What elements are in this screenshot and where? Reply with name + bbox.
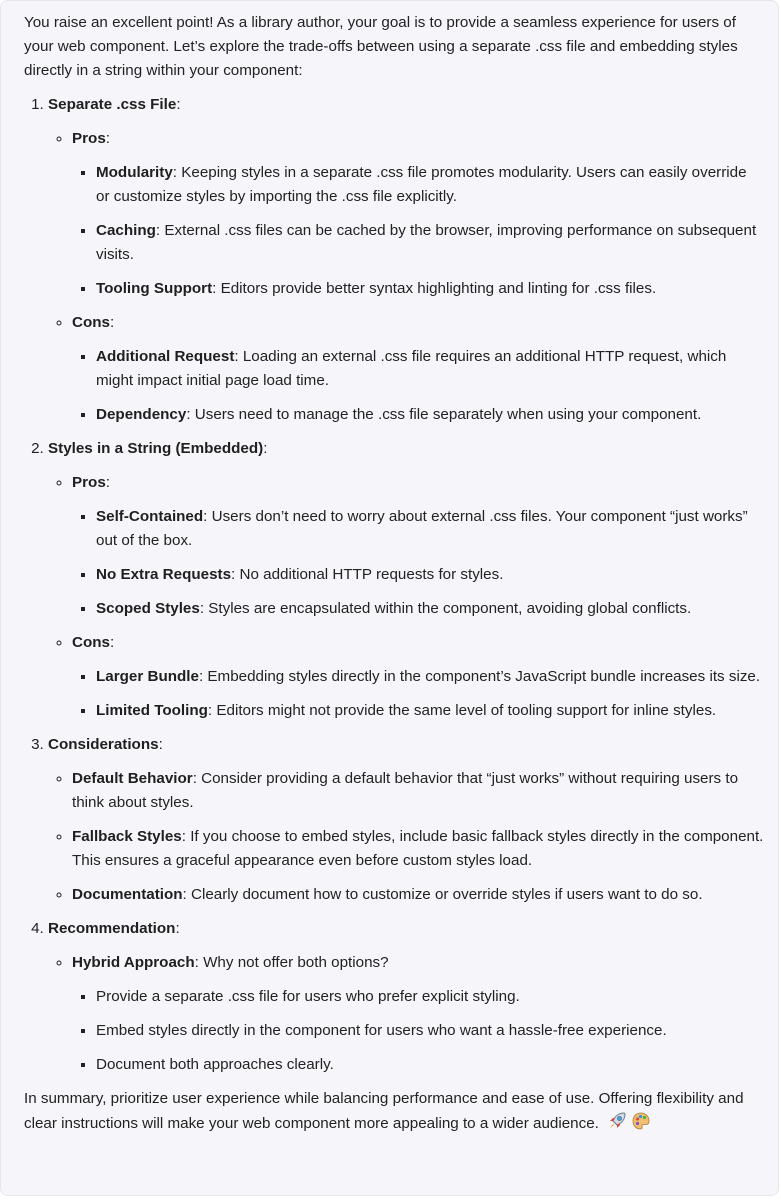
list-item: ▪ Limited Tooling: Editors might not provide the same level of tooling support for inline styles.: [96, 699, 764, 723]
section-title: Styles in a String (Embedded): [48, 440, 264, 457]
list-item: ▪ Provide a separate .css file for users who prefer explicit styling.: [96, 985, 764, 1009]
cons-label: Cons: [72, 634, 110, 651]
main-list: [24, 93, 764, 1077]
section-separate-css: 1. Separate .css File: ◦ Pros: ▪ Modularity: Keeping styles in a separate .css file promotes modularity. Users can easily override or customize styles by importing the .css file explicitly. ▪ Caching: External .css files can be cached by the browser, improving performance on subsequent visits. ▪ Tooling Support: Editors provide better syntax highlighting and linting for .css files. ◦ Cons: ▪ Additional Request: Loading an external .css file requires an additional HTTP request, which might impact initial page load time. ▪ Dependency: Users need to manage the .css file separately when using your component.: [48, 93, 764, 427]
list-item: ▪ Document both approaches clearly.: [96, 1053, 764, 1077]
cons-group: ◦ Cons: ▪ Additional Request: Loading an external .css file requires an additional HTTP request, which might impact initial page load time. ▪ Dependency: Users need to manage the .css file separately when using your component.: [72, 311, 764, 427]
list-item: ▪ Scoped Styles: Styles are encapsulated within the component, avoiding global conflicts.: [96, 597, 764, 621]
list-item: ▪ Larger Bundle: Embedding styles directly in the component’s JavaScript bundle increases its size.: [96, 665, 764, 689]
list-item: ◦ Default Behavior: Consider providing a default behavior that “just works” without requiring users to think about styles.: [72, 767, 764, 815]
cons-label: Cons: [72, 314, 110, 331]
rocket-icon: [607, 1111, 627, 1136]
list-item: ▪ Tooling Support: Editors provide better syntax highlighting and linting for .css files.: [96, 277, 764, 301]
list-item: ▪ Additional Request: Loading an external .css file requires an additional HTTP request, which might impact initial page load time.: [96, 345, 764, 393]
section-title: Considerations: [48, 736, 159, 753]
section-title: Recommendation: [48, 920, 176, 937]
pros-group: ◦ Pros: ▪ Modularity: Keeping styles in a separate .css file promotes modularity. Users can easily override or customize styles by importing the .css file explicitly. ▪ Caching: External .css files can be cached by the browser, improving performance on subsequent visits. ▪ Tooling Support: Editors provide better syntax highlighting and linting for .css files.: [72, 127, 764, 301]
list-item: ▪ Caching: External .css files can be cached by the browser, improving performance on subsequent visits.: [96, 219, 764, 267]
section-considerations: 3. Considerations: ◦ Default Behavior: Consider providing a default behavior that “just works” without requiring users to think about styles. ◦ Fallback Styles: If you choose to embed styles, include basic fallback styles directly in the component. This ensures a graceful appearance even before custom styles load. ◦ Documentation: Clearly document how to customize or override styles if users want to do so.: [48, 733, 764, 907]
message-content: [24, 11, 764, 1136]
list-item: ▪ No Extra Requests: No additional HTTP requests for styles.: [96, 563, 764, 587]
list-item: ▪ Self-Contained: Users don’t need to worry about external .css files. Your component “just works” out of the box.: [96, 505, 764, 553]
list-item: ▪ Dependency: Users need to manage the .css file separately when using your component.: [96, 403, 764, 427]
list-item: ▪ Modularity: Keeping styles in a separate .css file promotes modularity. Users can easily override or customize styles by importing the .css file explicitly.: [96, 161, 764, 209]
pros-group: ◦ Pros: ▪ Self-Contained: Users don’t need to worry about external .css files. Your component “just works” out of the box. ▪ No Extra Requests: No additional HTTP requests for styles. ▪ Scoped Styles: Styles are encapsulated within the component, avoiding global conflicts.: [72, 471, 764, 621]
intro-paragraph: You raise an excellent point! As a library author, your goal is to provide a seamless experience for users of your web component. Let’s explore the trade-offs between using a separate .css file and embedding styles directly in a string within your component:: [24, 14, 738, 79]
list-item: ◦ Documentation: Clearly document how to customize or override styles if users want to do so.: [72, 883, 764, 907]
section-recommendation: 4. Recommendation: ◦ Hybrid Approach: Why not offer both options? ▪ Provide a separate .css file for users who prefer explicit styling. ▪ Embed styles directly in the component for users who want a hassle-free experience. ▪ Document both approaches clearly.: [48, 917, 764, 1077]
pros-label: Pros: [72, 130, 106, 147]
artist-palette-icon: [631, 1111, 651, 1136]
cons-group: ◦ Cons: ▪ Larger Bundle: Embedding styles directly in the component’s JavaScript bundle increases its size. ▪ Limited Tooling: Editors might not provide the same level of tooling support for inline styles.: [72, 631, 764, 723]
section-embedded-styles: 2. Styles in a String (Embedded): ◦ Pros: ▪ Self-Contained: Users don’t need to worry about external .css files. Your component “just works” out of the box. ▪ No Extra Requests: No additional HTTP requests for styles. ▪ Scoped Styles: Styles are encapsulated within the component, avoiding global conflicts. ◦ Cons: ▪ Larger Bundle: Embedding styles directly in the component’s JavaScript bundle increases its size. ▪ Limited Tooling: Editors might not provide the same level of tooling support for inline styles.: [48, 437, 764, 723]
pros-label: Pros: [72, 474, 106, 491]
section-title: Separate .css File: [48, 96, 177, 113]
summary-paragraph: In summary, prioritize user experience while balancing performance and ease of use. Offering flexibility and clear instructions will make your web component more appealing to a wider audience.: [24, 1087, 764, 1136]
list-item: ◦ Fallback Styles: If you choose to embed styles, include basic fallback styles directly in the component. This ensures a graceful appearance even before custom styles load.: [72, 825, 764, 873]
list-item: ▪ Embed styles directly in the component for users who want a hassle-free experience.: [96, 1019, 764, 1043]
hybrid-approach-item: ◦ Hybrid Approach: Why not offer both options? ▪ Provide a separate .css file for users who prefer explicit styling. ▪ Embed styles directly in the component for users who want a hassle-free experience. ▪ Document both approaches clearly.: [72, 951, 764, 1077]
